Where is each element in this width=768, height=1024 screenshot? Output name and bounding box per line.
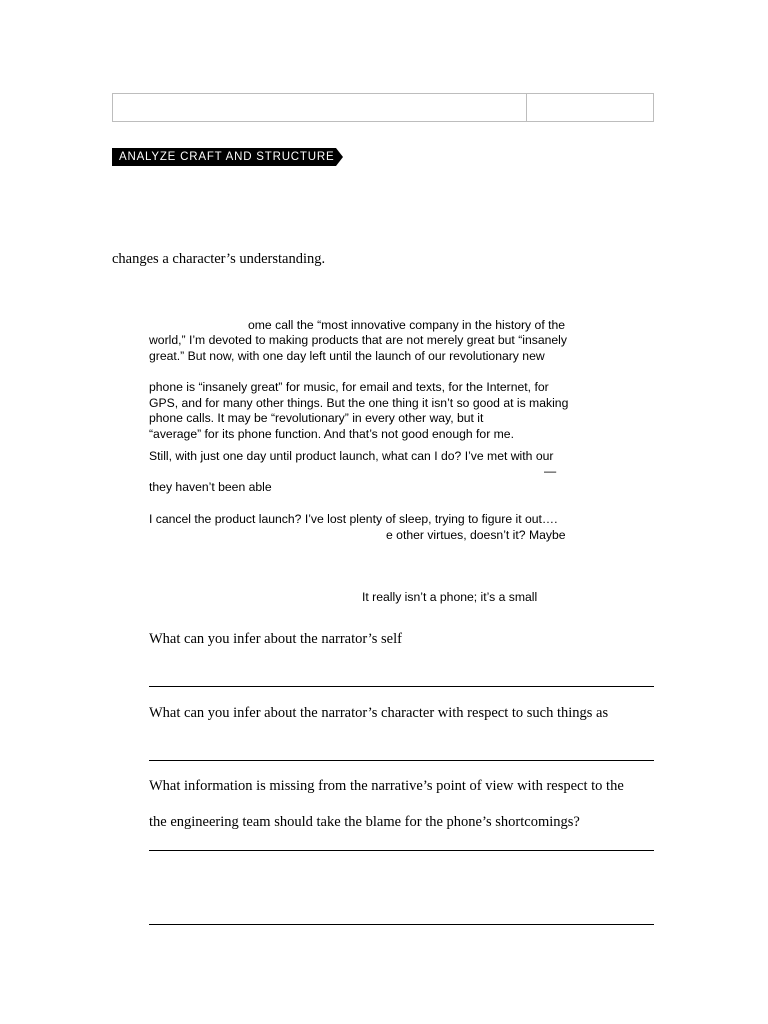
passage-line: It really isn’t a phone; it’s a small	[362, 590, 538, 604]
section-banner: ANALYZE CRAFT AND STRUCTURE	[112, 148, 336, 166]
passage-line: e other virtues, doesn’t it? Maybe	[386, 528, 566, 542]
answer-line-2	[149, 760, 654, 761]
passage-line: phone calls. It may be “revolutionary” in every other way, but it	[149, 411, 484, 425]
intro-text: changes a character’s understanding.	[112, 251, 326, 267]
question-1-text: What can you infer about the narrator’s self	[149, 631, 402, 647]
answer-line-3	[149, 850, 654, 851]
header-box	[112, 93, 654, 122]
passage-line: “average” for its phone function. And that’s not good enough for me.	[149, 427, 514, 441]
question-3-text: the engineering team should take the blame for the phone’s shortcomings?	[149, 814, 580, 830]
passage-line: I cancel the product launch? I’ve lost plenty of sleep, trying to figure it out….	[149, 512, 558, 526]
passage-line: Still, with just one day until product launch, what can I do? I’ve met with our	[149, 449, 554, 463]
passage-line: —	[544, 464, 557, 478]
passage-line: they haven’t been able	[149, 480, 272, 494]
answer-line-1	[149, 686, 654, 687]
passage-line: ome call the “most innovative company in the history of the	[248, 318, 566, 332]
passage-line: great.” But now, with one day left until the launch of our revolutionary new	[149, 349, 545, 363]
passage-line: GPS, and for many other things. But the one thing it isn’t so good at is making	[149, 396, 569, 410]
passage-line: world,” I’m devoted to making products that are not merely great but “insanely	[149, 333, 567, 347]
header-divider	[526, 94, 527, 121]
answer-line-4	[149, 924, 654, 925]
passage-line: phone is “insanely great” for music, for email and texts, for the Internet, for	[149, 380, 549, 394]
question-3-text: What information is missing from the narrative’s point of view with respect to the	[149, 778, 624, 794]
question-2-text: What can you infer about the narrator’s character with respect to such things as	[149, 705, 609, 721]
